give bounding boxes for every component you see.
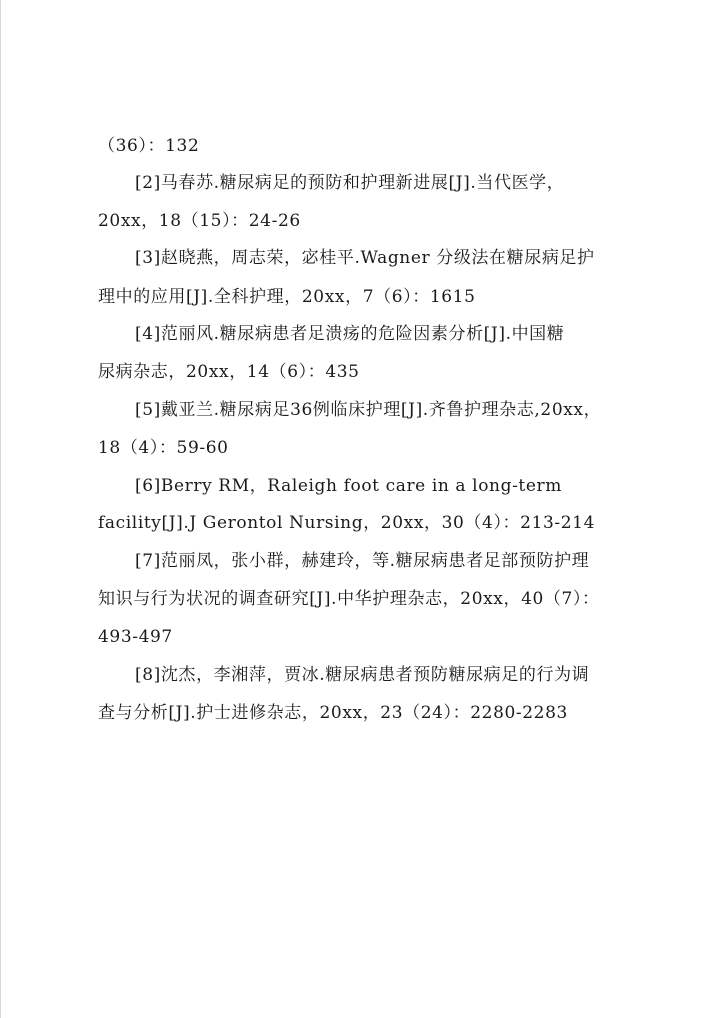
reference-6-line-2: facility[J].J Gerontol Nursing，20xx，30（4）：213-214 bbox=[98, 513, 595, 533]
reference-4-line-1: [4]范丽风.糖尿病患者足溃疡的危险因素分析[J].中国糖 bbox=[135, 324, 565, 344]
reference-8-line-2: 查与分析[J].护士进修杂志，20xx，23（24）：2280-2283 bbox=[98, 703, 568, 723]
reference-7-line-1: [7]范丽凤，张小群，赫建玲，等.糖尿病患者足部预防护理 bbox=[135, 551, 590, 571]
reference-7-line-2: 知识与行为状况的调查研究[J].中华护理杂志，20xx，40（7）： bbox=[98, 589, 600, 609]
reference-5-line-1: [5]戴亚兰.糖尿病足36例临床护理[J].齐鲁护理杂志,20xx， bbox=[135, 400, 602, 420]
reference-8-line-1: [8]沈杰，李湘萍，贾冰.糖尿病患者预防糖尿病足的行为调 bbox=[135, 665, 590, 685]
reference-3-line-1: [3]赵晓燕，周志荣，宓桂平.Wagner 分级法在糖尿病足护 bbox=[135, 248, 595, 268]
reference-2-line-2: 20xx，18（15）：24-26 bbox=[98, 211, 301, 231]
reference-2-line-1: [2]马春苏.糖尿病足的预防和护理新进展[J].当代医学， bbox=[135, 173, 565, 193]
reference-1-continuation: （36）：132 bbox=[98, 136, 200, 156]
reference-3-line-2: 理中的应用[J].全科护理，20xx，7（6）：1615 bbox=[98, 287, 476, 307]
reference-4-line-2: 尿病杂志，20xx，14（6）：435 bbox=[98, 362, 360, 382]
reference-5-line-2: 18（4）：59-60 bbox=[98, 438, 229, 458]
reference-7-line-3: 493-497 bbox=[98, 627, 173, 647]
reference-6-line-1: [6]Berry RM，Raleigh foot care in a long-term bbox=[135, 476, 562, 496]
